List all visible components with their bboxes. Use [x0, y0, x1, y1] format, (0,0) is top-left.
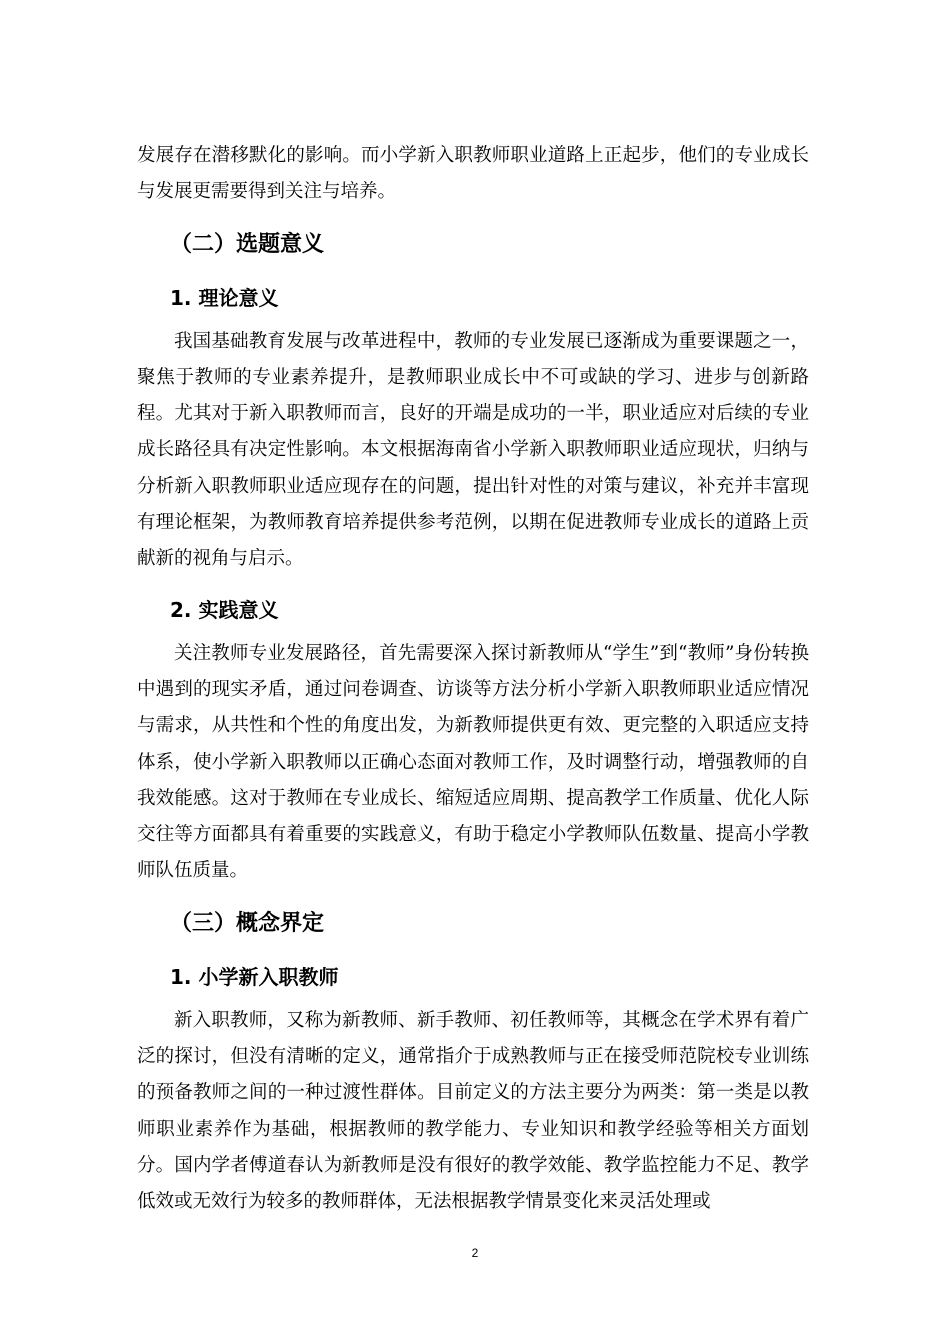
page-number: 2	[471, 1246, 479, 1260]
section-heading-concept-definition: （三）概念界定	[170, 910, 325, 936]
section-heading-topic-significance: （二）选题意义	[170, 231, 325, 257]
subsection-heading-theoretical-significance: 1. 理论意义	[170, 285, 279, 310]
document-body	[137, 138, 809, 1221]
paragraph-practical-significance: 关注教师专业发展路径，首先需要深入探讨新教师从“学生”到“教师”身份转换中遇到的现实矛盾，通过问卷调查、访谈等方法分析小学新入职教师职业适应情况与需求，从共性和个性的角度出发，为新教师提供更有效、更完整的入职适应支持体系，使小学新入职教师以正确心态面对教师工作，及时调整行动，增强教师的自我效能感。这对于教师在专业成长、缩短适应周期、提高教学工作质量、优化人际交往等方面都具有着重要的实践意义，有助于稳定小学教师队伍数量、提高小学教师队伍质量。	[137, 642, 809, 882]
subsection-heading-practical-significance: 2. 实践意义	[170, 597, 279, 622]
paragraph-new-teacher-definition: 新入职教师，又称为新教师、新手教师、初任教师等，其概念在学术界有着广泛的探讨，但没有清晰的定义，通常指介于成熟教师与正在接受师范院校专业训练的预备教师之间的一种过渡性群体。目前定义的方法主要分为两类：第一类是以教师职业素养作为基础，根据教师的教学能力、专业知识和教学经验等相关方面划分。国内学者傅道春认为新教师是没有很好的教学效能、教学监控能力不足、教学低效或无效行为较多的教师群体，无法根据教学情景变化来灵活处理或	[137, 1009, 809, 1213]
paragraph-theoretical-significance: 我国基础教育发展与改革进程中，教师的专业发展已逐渐成为重要课题之一，聚焦于教师的专业素养提升，是教师职业成长中不可或缺的学习、进步与创新路程。尤其对于新入职教师而言，良好的开端是成功的一半，职业适应对后续的专业成长路径具有决定性影响。本文根据海南省小学新入职教师职业适应现状，归纳与分析新入职教师职业适应现存在的问题，提出针对性的对策与建议，补充并丰富现有理论框架，为教师教育培养提供参考范例，以期在促进教师专业成长的道路上贡献新的视角与启示。	[137, 330, 809, 570]
subsection-heading-new-primary-teachers: 1. 小学新入职教师	[170, 964, 339, 989]
paragraph-intro-continuation: 发展存在潜移默化的影响。而小学新入职教师职业道路上正起步，他们的专业成长与发展更需要得到关注与培养。	[137, 145, 809, 203]
